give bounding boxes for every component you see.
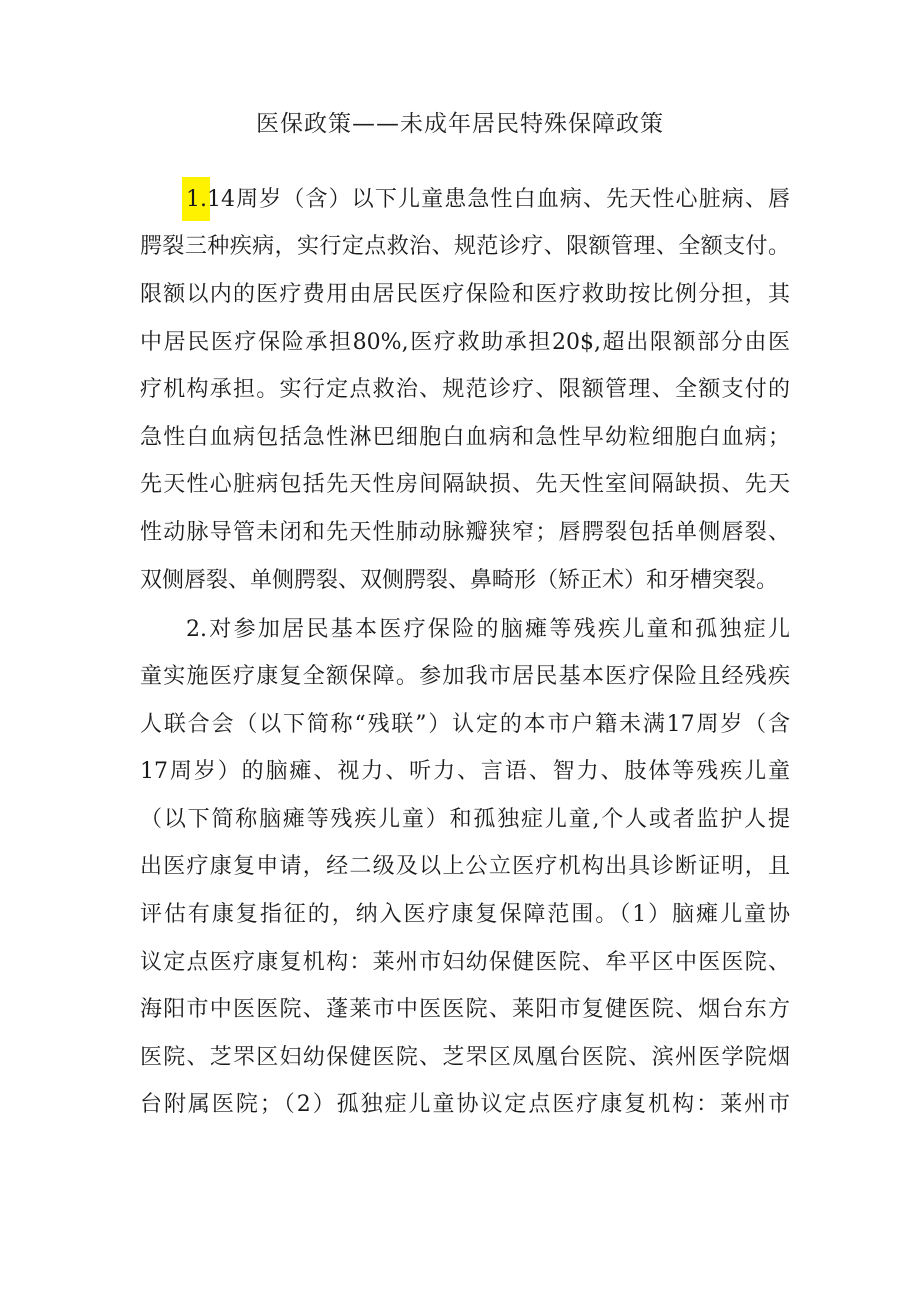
page-title: 医保政策——未成年居民特殊保障政策 — [256, 111, 664, 137]
paragraph-line: 海阳市中医医院、蓬莱市中医医院、莱阳市复健医院、烟台东方 — [140, 997, 790, 1022]
paragraph-line: 疗机构承担。实行定点救治、规范诊疗、限额管理、全额支付的 — [140, 377, 790, 402]
paragraph-line: （以下简称脑瘫等残疾儿童）和孤独症儿童,个人或者监护人提 — [140, 807, 790, 832]
paragraph-line: 限额以内的医疗费用由居民医疗保险和医疗救助按比例分担，其 — [140, 282, 790, 307]
paragraph-line: 1.14周岁（含）以下儿童患急性白血病、先天性心脏病、唇 — [186, 187, 790, 212]
paragraph-line: 腭裂三种疾病，实行定点救治、规范诊疗、限额管理、全额支付。 — [140, 234, 790, 259]
paragraph-line: 医院、芝罘区妇幼保健医院、芝罘区凤凰台医院、滨州医学院烟 — [140, 1045, 790, 1070]
paragraph-line: 中居民医疗保险承担80%,医疗救助承担20$,超出限额部分由医 — [140, 330, 790, 355]
paragraph-line: 人联合会（以下简称“残联”）认定的本市户籍未满17周岁（含 — [140, 712, 790, 737]
paragraph-line: 17周岁）的脑瘫、视力、听力、言语、智力、肢体等残疾儿童 — [140, 759, 790, 784]
paragraph-line: 双侧唇裂、单侧腭裂、双侧腭裂、鼻畸形（矫正术）和牙槽突裂。 — [140, 568, 779, 593]
paragraph-line: 2.对参加居民基本医疗保险的脑瘫等残疾儿童和孤独症儿 — [186, 617, 790, 642]
paragraph-line: 性动脉导管未闭和先天性肺动脉瓣狭窄；唇腭裂包括单侧唇裂、 — [140, 520, 790, 545]
paragraph-line: 急性白血病包括急性淋巴细胞白血病和急性早幼粒细胞白血病； — [140, 425, 790, 450]
paragraph-line: 议定点医疗康复机构：莱州市妇幼保健医院、牟平区中医医院、 — [140, 950, 790, 975]
paragraph-line: 出医疗康复申请，经二级及以上公立医疗机构出具诊断证明，且 — [140, 854, 790, 879]
paragraph-line: 先天性心脏病包括先天性房间隔缺损、先天性室间隔缺损、先天 — [140, 472, 790, 497]
paragraph-line: 评估有康复指征的，纳入医疗康复保障范围。（1）脑瘫儿童协 — [140, 902, 790, 927]
paragraph-line: 台附属医院；（2）孤独症儿童协议定点医疗康复机构：莱州市 — [140, 1092, 790, 1117]
paragraph-line: 童实施医疗康复全额保障。参加我市居民基本医疗保险且经残疾 — [140, 664, 790, 689]
